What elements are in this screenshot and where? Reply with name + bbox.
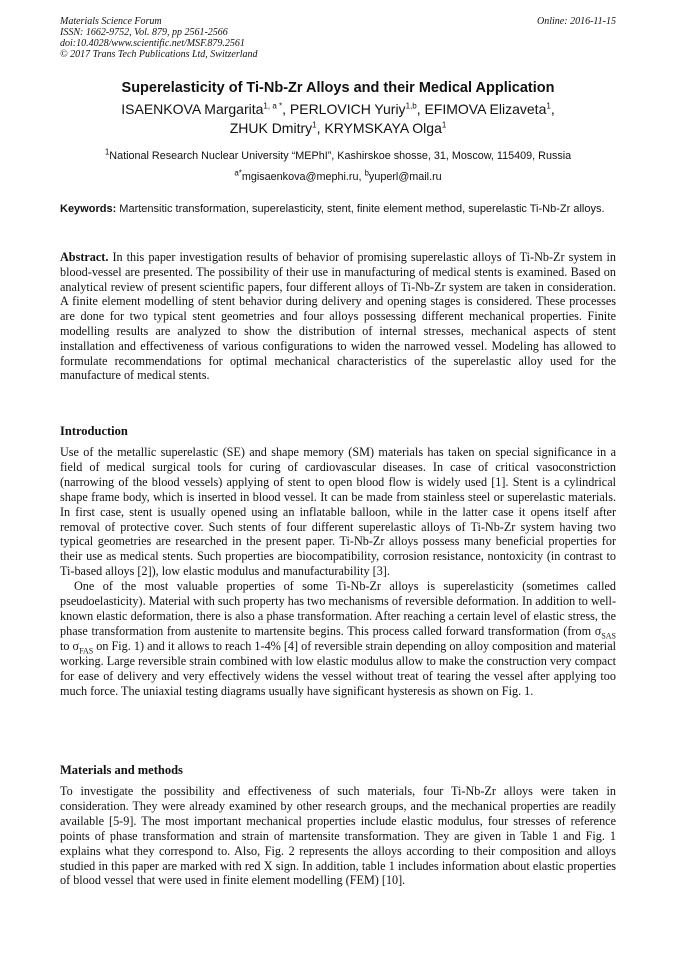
author-name: , EFIMOVA Elizaveta xyxy=(416,101,547,117)
email-a: mgisaenkova@mephi.ru, xyxy=(241,171,365,183)
keywords-label: Keywords: xyxy=(60,203,117,215)
author-sup: 1 xyxy=(546,101,551,111)
journal-header xyxy=(60,16,616,60)
email-b: yuperl@mail.ru xyxy=(368,171,442,183)
copyright-line: © 2017 Trans Tech Publications Ltd, Switzerland xyxy=(60,49,258,60)
introduction-body xyxy=(60,445,616,698)
email-sup-b: b xyxy=(364,168,369,178)
affiliation-text: National Research Nuclear University “MEPhI”, Kashirskoe shosse, 31, Moscow, 115409, Russia xyxy=(109,150,572,162)
online-date: Online: 2016-11-15 xyxy=(537,16,616,27)
author-sup: 1 xyxy=(441,120,447,130)
author-emails xyxy=(60,168,616,183)
doi-line: doi:10.4028/www.scientific.net/MSF.879.2561 xyxy=(60,38,245,49)
keywords xyxy=(60,202,616,216)
abstract-text: In this paper investigation results of behavior of promising superelastic alloys of Ti-Nb-Zr system in blood-vessel are presented. The possibility of their use in manufacturing of medical stents is examined. Based on analytical review of present scientific papers, four different alloys of Ti-Nb-Zr system are taken in consideration. A finite element modelling of stent behavior during delivery and opening stages is considered. These processes are done for two typical stent geometries and four alloys possessing different mechanical properties. Finite modelling results are analyzed to show the distribution of internal stresses, mechanical aspects of stent installation and effectiveness of various configurations to widen the narrowed vessel. Modeling has allowed to formulate recommendations for optimal mechanical characteristics of the superelastic alloy used for the manufacture of medical stents. xyxy=(60,250,616,383)
introduction-heading: Introduction xyxy=(60,424,128,438)
intro-p2-part: on Fig. 1) and it allows to reach 1-4% [4] of reversible strain depending on alloy composition and material working. Large reversible strain combined with low elastic modulus allow to make the construction very compact for ease of delivery and very effectively widens the vessel without treat of tearing the vessel after applying too much force. The uniaxial testing diagrams usually have significant hysteresis as shown on Fig. 1. xyxy=(60,638,616,698)
sigma-sas-subscript: SAS xyxy=(601,631,616,641)
intro-p2-part: to σ xyxy=(60,638,80,653)
author-sup: 1,b xyxy=(405,101,417,111)
abstract-label: Abstract. xyxy=(60,250,109,264)
author-name: , PERLOVICH Yuriy xyxy=(282,101,406,117)
materials-body xyxy=(60,784,616,888)
author-sup: 1 xyxy=(312,120,317,130)
author-name: ZHUK Dmitry xyxy=(229,120,313,136)
abstract xyxy=(60,250,616,383)
materials-paragraph-1: To investigate the possibility and effectiveness of such materials, four Ti-Nb-Zr alloys were taken in consideration. They were already examined by other research groups, and the mechanical properties are readily available [5-9]. The most important mechanical properties include elastic modulus, four stresses of reference points of phase transformation and strain of martensite transformation. They are given in Table 1 and Fig. 1 explains what they correspond to. Also, Fig. 2 represents the alloys according to their composition and alloys studied in this paper are marked with red X sign. In addition, table 1 includes information about elastic properties of blood vessel that were used in finite element modelling (FEM) [10]. xyxy=(60,784,616,888)
email-sup-a: a* xyxy=(234,168,242,178)
intro-paragraph-1: Use of the metallic superelastic (SE) and shape memory (SM) materials has taken on special significance in a field of medical surgical tools for curing of cardiovascular diseases. In case of critical vasoconstriction (narrowing of the blood vessels) applying of stent to open blood flow is widely used [1]. Stent is a cylindrical shape frame body, which is inserted in blood vessel. It can be made from stainless steel or superelastic materials. In first case, stent is usually opened using an inflatable balloon, while in the latter case it opens itself after removal of protective cover. Such stents of four different superelastic alloys of Ti-Nb-Zr system having two typical geometries are researched in the present paper. Ti-Nb-Zr alloys possess many beneficial properties for their use as medical stents. Such properties are biocompatibility, corrosion resistance, nontoxicity (in contrast to Ti-based alloys [2]), low elastic modulus and manufacturability [3]. xyxy=(60,445,616,579)
paper-title: Superelasticity of Ti-Nb-Zr Alloys and their Medical Application xyxy=(121,80,555,96)
author-line-2 xyxy=(60,119,616,138)
author-name: ISAENKOVA Margarita xyxy=(121,101,264,117)
affiliation-sup: 1 xyxy=(104,147,110,157)
sigma-fas-subscript: FAS xyxy=(79,646,94,656)
affiliation xyxy=(60,147,616,162)
author-list xyxy=(60,100,616,138)
materials-heading: Materials and methods xyxy=(60,763,183,777)
author-sup: 1, a * xyxy=(263,101,283,111)
issn-line: ISSN: 1662-9752, Vol. 879, pp 2561-2566 xyxy=(60,27,228,38)
keywords-text: Martensitic transformation, superelasticity, stent, finite element method, superelastic Ti-Nb-Zr alloys. xyxy=(116,203,605,215)
intro-paragraph-2 xyxy=(60,579,616,698)
author-line-1: ISAENKOVA Margarita$^{1, a *}$, PERLOVICH Yuriy$^{1,b}$, EFIMOVA Elizaveta$^1$, xyxy=(121,101,555,117)
intro-p2-part: One of the most valuable properties of some Ti-Nb-Zr alloys is superelasticity (sometimes called pseudoelasticity). Material with such property has two mechanisms of reversible deformation. In addition to well-known elastic deformation, there is also a phase transformation. After reaching a certain level of elastic stress, the phase transformation from austenite to martensite begins. This process called forward transformation (from σ xyxy=(60,579,616,638)
author-name: , KRYMSKAYA Olga xyxy=(316,120,442,136)
journal-name: Materials Science Forum xyxy=(60,16,162,27)
